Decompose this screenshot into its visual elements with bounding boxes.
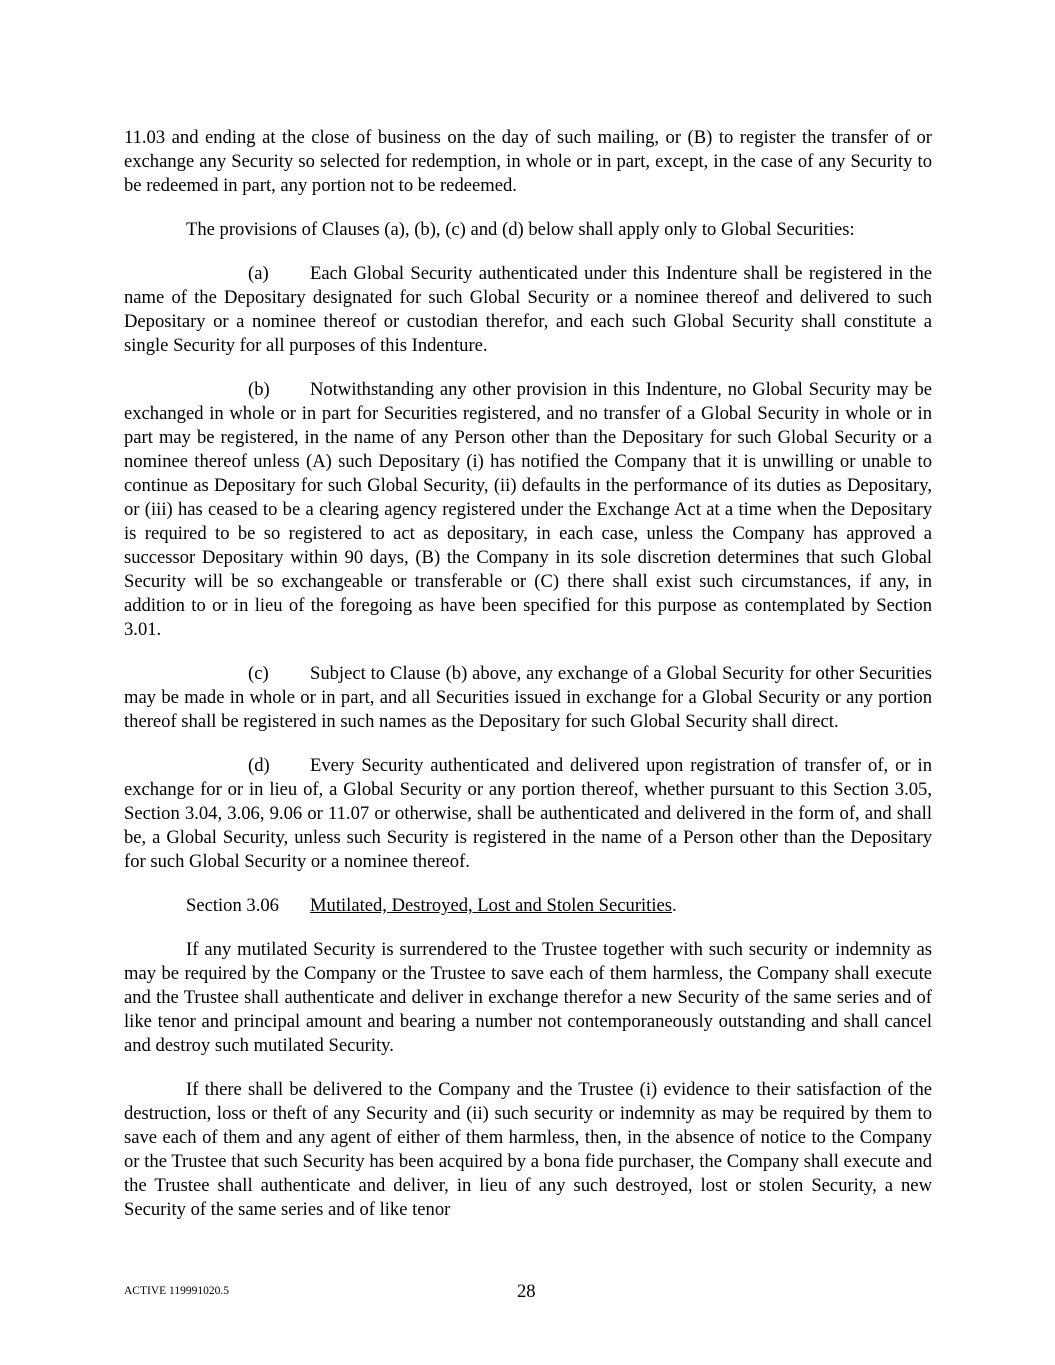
section-heading — [124, 894, 932, 918]
clause-a-label: (a) — [248, 263, 269, 284]
clause-b — [124, 378, 932, 642]
section-number: Section 3.06 — [186, 895, 279, 916]
section-title: Mutilated, Destroyed, Lost and Stolen Securities — [310, 895, 672, 916]
clause-d-label: (d) — [248, 755, 270, 776]
paragraph-global-securities-intro: The provisions of Clauses (a), (b), (c) and (d) below shall apply only to Global Securities: — [186, 219, 855, 240]
section-title-period: . — [672, 895, 677, 916]
paragraph-destroyed-security: If there shall be delivered to the Company and the Trustee (i) evidence to their satisfaction of the destruction, loss or theft of any Security and (ii) such security or indemnity as may be required by them to save each of them and any agent of either of them harmless, then, in the absence of notice to the Company or the Trustee that such Security has been acquired by a bona fide purchaser, the Company shall execute and the Trustee shall authenticate and deliver, in lieu of any such destroyed, lost or stolen Security, a new Security of the same series and of like tenor — [124, 1079, 932, 1220]
clause-a-text: Each Global Security authenticated under this Indenture shall be registered in the name of the Depositary designated for such Global Security or a nominee thereof and delivered to such Depositary or a nominee thereof or custodian therefor, and each such Global Security shall constitute a single Security for all purposes of this Indenture. — [124, 263, 932, 356]
clause-c — [124, 662, 932, 734]
footer-document-id: ACTIVE 119991020.5 — [124, 1285, 229, 1297]
clause-d-text: Every Security authenticated and delivered upon registration of transfer of, or in exchange for or in lieu of, a Global Security or any portion thereof, whether pursuant to this Section 3.05, Section 3.04, 3.06, 9.06 or 11.07 or otherwise, shall be authenticated and delivered in the form of, and shall be, a Global Security, unless such Security is registered in the name of a Person other than the Depositary for such Global Security or a nominee thereof. — [124, 755, 932, 872]
clause-d — [124, 754, 932, 874]
document-page — [124, 126, 932, 1222]
clause-b-text: Notwithstanding any other provision in this Indenture, no Global Security may be exchanged in whole or in part for Securities registered, and no transfer of a Global Security in whole or in part may be registered, in the name of any Person other than the Depositary for such Global Security or a nominee thereof unless (A) such Depositary (i) has notified the Company that it is unwilling or unable to continue as Depositary for such Global Security, (ii) defaults in the performance of its duties as Depositary, or (iii) has ceased to be a clearing agency registered under the Exchange Act at a time when the Depositary is required to be so registered to act as depositary, in each case, unless the Company has approved a successor Depositary within 90 days, (B) the Company in its sole discretion determines that such Global Security will be so exchangeable or transferable or (C) there shall exist such circumstances, if any, in addition to or in lieu of the foregoing as have been specified for this purpose as contemplated by Section 3.01. — [124, 379, 932, 640]
clause-a — [124, 262, 932, 358]
clause-c-label: (c) — [248, 663, 269, 684]
clause-b-label: (b) — [248, 379, 270, 400]
clause-c-text: Subject to Clause (b) above, any exchange of a Global Security for other Securities may be made in whole or in part, and all Securities issued in exchange for a Global Security or any portion thereof shall be registered in such names as the Depositary for such Global Security shall direct. — [124, 663, 932, 732]
page-number: 28 — [517, 1281, 536, 1302]
paragraph-mutilated-security: If any mutilated Security is surrendered to the Trustee together with such security or indemnity as may be required by the Company or the Trustee to save each of them harmless, the Company shall execute and the Trustee shall authenticate and deliver in exchange therefor a new Security of the same series and of like tenor and principal amount and bearing a number not contemporaneously outstanding and shall cancel and destroy such mutilated Security. — [124, 939, 932, 1056]
paragraph-continuation: 11.03 and ending at the close of business on the day of such mailing, or (B) to register the transfer of or exchange any Security so selected for redemption, in whole or in part, except, in the case of any Security to be redeemed in part, any portion not to be redeemed. — [124, 127, 932, 196]
